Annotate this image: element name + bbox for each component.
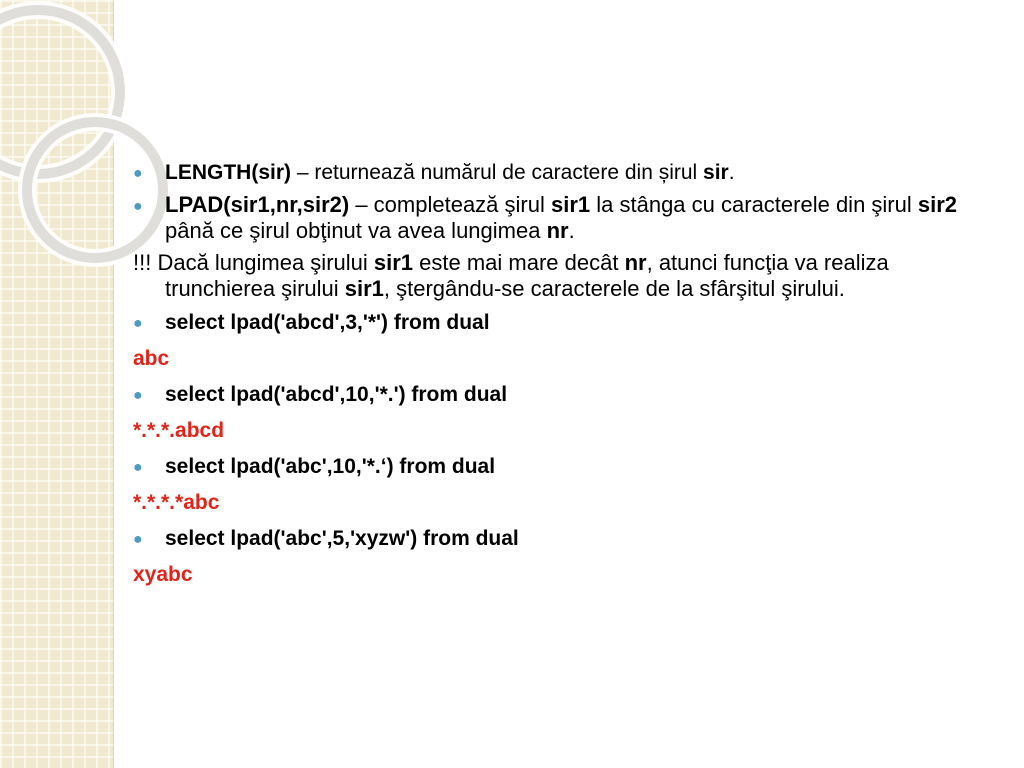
bullet-dot-icon: ● (133, 198, 143, 215)
text-run: . (728, 161, 735, 184)
text-run: – completează şirul (349, 192, 551, 217)
query-result: abc (133, 347, 170, 370)
code-example (133, 310, 1003, 336)
bullet-dot-icon: ● (133, 315, 143, 332)
bullet-length (133, 160, 1003, 186)
keyword: sir1 (373, 250, 414, 275)
query-result: xyabc (133, 563, 193, 586)
text-run: – returnează numărul de caractere din șirul (291, 161, 704, 184)
keyword: nr (624, 250, 647, 275)
keyword: sir1 (550, 192, 591, 217)
keyword: LENGTH(sir) (165, 161, 291, 184)
code-example (133, 382, 1003, 408)
ring-large-outline (0, 10, 120, 174)
sql-query: select lpad('abcd',10,'*.') from dual (165, 383, 508, 406)
slide-content (133, 160, 1003, 598)
bullet-lpad (133, 192, 1003, 244)
code-example (133, 454, 1003, 480)
code-example (133, 526, 1003, 552)
bullet-dot-icon: ● (133, 531, 143, 548)
keyword: sir2 (917, 192, 958, 217)
bullet-dot-icon: ● (133, 459, 143, 476)
text-run: , atunci funcţia va realiza trunchierea şirului (165, 250, 889, 301)
text-run: este mai mare decât (413, 250, 625, 275)
text-run: la stânga cu caracterele din şirul (590, 192, 918, 217)
keyword: nr (546, 218, 569, 243)
keyword: sir (703, 161, 729, 184)
bullet-dot-icon: ● (133, 387, 143, 404)
sql-query: select lpad('abc',10,'*.‘) from dual (165, 455, 496, 478)
bullet-dot-icon: ● (133, 165, 143, 182)
sql-query: select lpad('abc',5,'xyzw') from dual (165, 527, 519, 550)
keyword: sir1 (344, 276, 384, 301)
text-run: până ce şirul obţinut va avea lungimea (165, 218, 547, 243)
keyword: LPAD(sir1,nr,sir2) (165, 192, 350, 217)
sql-query: select lpad('abcd',3,'*') from dual (165, 311, 490, 334)
query-result: *.*.*.abcd (133, 419, 225, 442)
text-run: . (568, 218, 575, 243)
query-result: *.*.*.*abc (133, 491, 220, 514)
text-run: !!! Dacă lungimea şirului (133, 250, 374, 275)
text-run: , ştergându-se caracterele de la sfârşitul şirului. (383, 276, 845, 301)
warning-note (133, 250, 1003, 302)
